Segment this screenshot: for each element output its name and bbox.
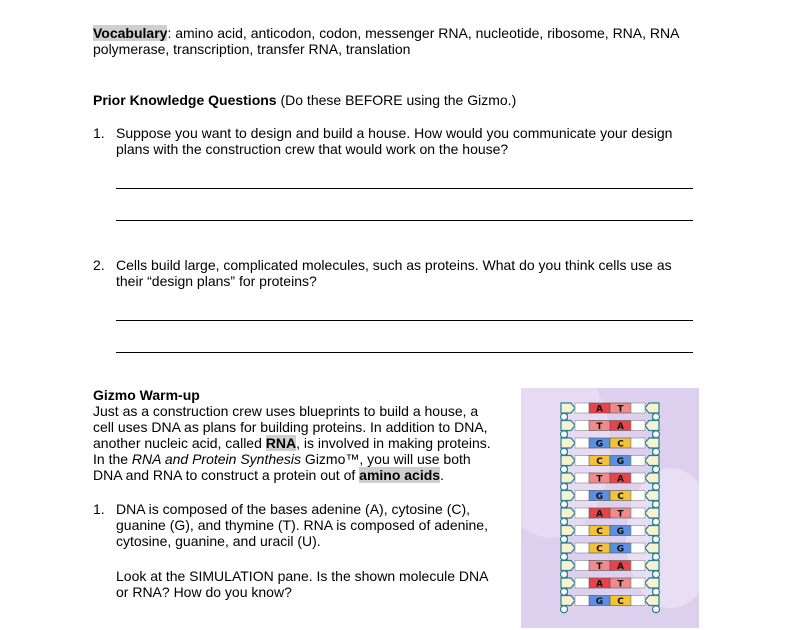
phosphate-left: [561, 448, 568, 455]
phosphate-left: [561, 501, 568, 508]
warmup-text-5: [93, 467, 444, 483]
phosphate-right: [653, 553, 660, 560]
rna-term: RNA: [265, 435, 297, 451]
phosphate-right: [653, 431, 660, 438]
answer-line[interactable]: [116, 320, 693, 321]
sugar-left: [561, 421, 575, 431]
base-right-frame: [631, 491, 645, 501]
sugar-right: [645, 473, 659, 483]
base-letter-right: T: [617, 579, 624, 590]
sugar-right: [645, 491, 659, 501]
sugar-right: [645, 403, 659, 413]
phosphate-right: [653, 448, 660, 455]
warmup-text-4-post: Gizmo™, you will use both: [301, 451, 471, 467]
sugar-right: [645, 421, 659, 431]
sugar-left: [561, 526, 575, 536]
base-letter-right: C: [617, 439, 624, 450]
base-letter-right: T: [617, 509, 624, 520]
base-right-frame: [631, 456, 645, 466]
warmup-question-1-text-4: Look at the SIMULATION pane. Is the shown molecule DNA: [116, 568, 489, 584]
answer-line[interactable]: [116, 352, 693, 353]
phosphate-left: [561, 536, 568, 543]
phosphate-right: [653, 536, 660, 543]
base-right-frame: [631, 526, 645, 536]
sugar-left: [561, 473, 575, 483]
sugar-right: [645, 508, 659, 518]
question-2-text-1: Cells build large, complicated molecules, such as proteins. What do you think cells use as: [116, 257, 672, 273]
warmup-text-2: cell uses DNA as plans for building proteins. In addition to DNA,: [93, 419, 488, 435]
question-1-number: 1.: [93, 125, 105, 141]
base-right-frame: [631, 578, 645, 588]
base-letter-right: G: [616, 457, 625, 467]
sugar-right: [645, 578, 659, 588]
gizmo-name: RNA and Protein Synthesis: [131, 451, 302, 467]
base-right-frame: [631, 596, 645, 606]
sugar-right: [645, 526, 659, 536]
prior-knowledge-heading: [93, 92, 516, 108]
phosphate-right: [653, 483, 660, 490]
base-letter-left: A: [596, 404, 603, 415]
phosphate-right: [653, 588, 660, 595]
warmup-text-4-pre: In the: [93, 451, 132, 467]
base-letter-left: T: [596, 562, 603, 572]
base-right-frame: [631, 543, 645, 553]
warmup-heading: [93, 387, 200, 403]
phosphate-left: [561, 431, 568, 438]
base-letter-right: C: [617, 597, 624, 607]
warmup-text-3: [93, 435, 491, 451]
sugar-left: [561, 596, 575, 606]
warmup-text-3-pre: another nucleic acid, called: [93, 435, 266, 451]
warmup-text-5-post: .: [440, 467, 444, 483]
vocabulary-label: Vocabulary: [93, 25, 168, 41]
sugar-right: [645, 543, 659, 553]
phosphate-left: [561, 606, 568, 613]
base-letter-left: C: [596, 457, 603, 467]
base-letter-left: G: [595, 492, 604, 502]
sugar-left: [561, 578, 575, 588]
base-letter-right: G: [616, 544, 625, 555]
vocabulary-terms-1: amino acid, anticodon, codon, messenger RNA, nucleotide, ribosome, RNA, RNA: [171, 25, 680, 41]
answer-line[interactable]: [116, 188, 693, 189]
phosphate-left: [561, 588, 568, 595]
sugar-left: [561, 456, 575, 466]
prior-knowledge-note: (Do these BEFORE using the Gizmo.): [276, 92, 517, 108]
warmup-question-1-text-2: guanine (G), and thymine (T). RNA is composed of adenine,: [116, 517, 488, 533]
base-letter-right: A: [617, 562, 624, 572]
phosphate-right: [653, 466, 660, 473]
sugar-left: [561, 561, 575, 571]
phosphate-left: [561, 413, 568, 420]
warmup-text-4: [93, 451, 471, 467]
base-right-frame: [631, 403, 645, 413]
phosphate-left: [561, 571, 568, 578]
base-letter-left: T: [596, 422, 603, 432]
sugar-left: [561, 508, 575, 518]
warmup-title: Gizmo Warm-up: [93, 387, 200, 403]
sugar-left: [561, 438, 575, 448]
base-letter-right: A: [617, 474, 624, 485]
question-2-text-2: their “design plans” for proteins?: [116, 273, 317, 289]
base-right-frame: [631, 421, 645, 431]
question-1-text-1: Suppose you want to design and build a house. How would you communicate your design: [116, 125, 673, 141]
base-letter-left: C: [596, 527, 603, 537]
base-letter-left: G: [595, 439, 604, 450]
base-letter-right: T: [617, 404, 624, 415]
warmup-text-5-pre: DNA and RNA to construct a protein out of: [93, 467, 360, 483]
question-1-text-2: plans with the construction crew that would work on the house?: [116, 141, 509, 157]
phosphate-right: [653, 501, 660, 508]
phosphate-left: [561, 518, 568, 525]
base-right-frame: [631, 438, 645, 448]
base-letter-left: A: [596, 579, 603, 590]
base-letter-left: T: [596, 474, 603, 485]
base-letter-right: A: [617, 422, 624, 432]
base-letter-left: A: [596, 509, 603, 520]
sugar-right: [645, 438, 659, 448]
phosphate-left: [561, 466, 568, 473]
base-letter-left: G: [595, 597, 604, 607]
warmup-question-1-number: 1.: [93, 501, 105, 517]
phosphate-right: [653, 518, 660, 525]
warmup-question-1-text-3: cytosine, guanine, and uracil (U).: [116, 533, 321, 549]
sugar-right: [645, 596, 659, 606]
phosphate-right: [653, 606, 660, 613]
prior-knowledge-title: Prior Knowledge Questions: [93, 92, 277, 108]
warmup-text-3-post: , is involved in making proteins.: [296, 435, 491, 451]
sugar-left: [561, 491, 575, 501]
amino-acids-term: amino acids: [359, 467, 441, 483]
base-letter-right: C: [617, 492, 624, 502]
warmup-question-1-text-1: DNA is composed of the bases adenine (A), cytosine (C),: [116, 501, 471, 517]
phosphate-left: [561, 553, 568, 560]
dna-molecule-image: [521, 388, 699, 628]
base-right-frame: [631, 473, 645, 483]
warmup-question-1-text-5: or RNA? How do you know?: [116, 584, 292, 600]
phosphate-left: [561, 483, 568, 490]
vocabulary-terms-2: polymerase, transcription, transfer RNA, translation: [93, 41, 411, 57]
base-letter-left: C: [596, 544, 603, 555]
answer-line[interactable]: [116, 220, 693, 221]
sugar-right: [645, 561, 659, 571]
sugar-right: [645, 456, 659, 466]
base-right-frame: [631, 508, 645, 518]
phosphate-right: [653, 413, 660, 420]
sugar-left: [561, 403, 575, 413]
sugar-left: [561, 543, 575, 553]
vocabulary-colon: :: [167, 25, 172, 41]
base-letter-right: G: [616, 527, 625, 537]
phosphate-right: [653, 571, 660, 578]
warmup-text-1: Just as a construction crew uses blueprints to build a house, a: [93, 403, 479, 419]
base-right-frame: [631, 561, 645, 571]
question-2-number: 2.: [93, 257, 105, 273]
vocabulary-line-1: [93, 25, 679, 41]
